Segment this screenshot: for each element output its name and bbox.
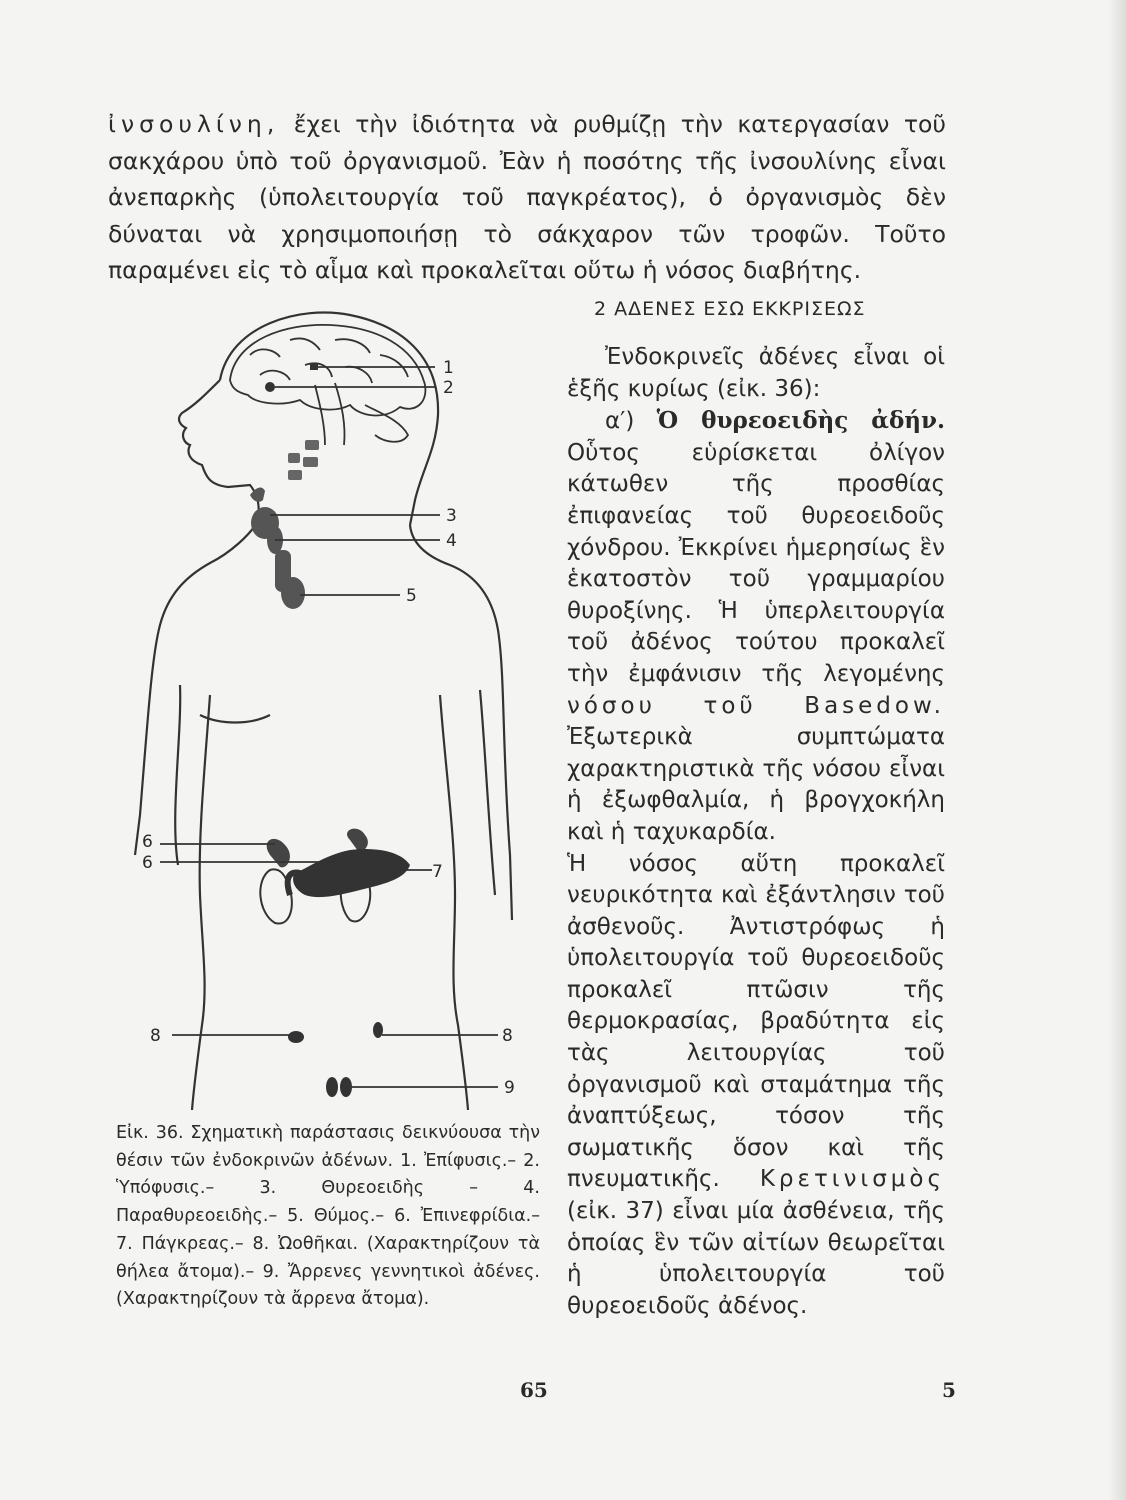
- label-4: 4: [446, 531, 457, 551]
- label-8b: 8: [502, 1026, 513, 1046]
- endocrine-glands-figure: [110, 295, 550, 1110]
- label-3: 3: [446, 506, 457, 526]
- body-text: Ἡ νόσος αὕτη προκαλεῖ νευρικότητα καὶ ἐξάντλησιν τοῦ ἀσθενοῦς. Ἀντιστρόφως ἡ ὑπολειτουργία τοῦ θυρεοειδοῦς προκαλεῖ πτῶσιν τῆς θερμοκρασίας, βραδύτητα εἰς τὰς λειτουργίας τοῦ ὀργανισμοῦ καὶ σταμάτημα τῆς ἀναπτύξεως, τόσον τῆς σωματικῆς ὅσον καὶ τῆς πνευματικῆς.: [567, 850, 945, 1193]
- figure-caption: Εἰκ. 36. Σχηματικὴ παράστασις δεικνύουσα τὴν θέσιν τῶν ἐνδοκρινῶν ἀδένων. 1. Ἐπίφυσις.– 2. Ὑπόφυσις.– 3. Θυρεοειδὴς – 4. Παραθυρεοειδὴς.– 5. Θύμος.– 6. Ἐπινεφρίδια.– 7. Πάγκρεας.– 8. Ὠοθῆκαι. (Χαρακτηρίζουν τὰ θήλεα ἄτομα).– 9. Ἄρρενες γεννητικοὶ ἀδένες. (Χαρακτηρίζουν τὰ ἄρρενα ἄτομα).: [116, 1123, 540, 1310]
- body-text: Ἐξωτερικὰ συμπτώματα χαρακτηριστικὰ τῆς νόσου εἶναι ἡ ἐξωφθαλμία, ἡ βρογχοκήλη καὶ ἡ ταχυκαρδία.: [567, 724, 945, 845]
- leader-lines: [160, 367, 498, 1087]
- body-text: Οὗτος εὑρίσκεται ὀλίγον κάτωθεν τῆς προσθίας ἐπιφανείας τοῦ θυρεοειδοῦς χόνδρου. Ἐκκρίνει ἡμερησίως ἓν ἑκατοστὸν τοῦ γραμμαρίου θυροξίνης. Ἡ ὑπερλειτουργία τοῦ ἀδένος τούτου προκαλεῖ τὴν ἐμφάνισιν τῆς λεγομένης: [567, 439, 945, 687]
- cretinism-term: Κρετινισμὸς: [759, 1166, 945, 1193]
- intro-paragraph: [108, 106, 946, 289]
- vertebrae: [288, 440, 319, 480]
- pineal-gland: [265, 382, 275, 392]
- testis-left: [326, 1077, 338, 1097]
- section-heading: 2 ΑΔΕΝΕΣ ΕΣΩ ΕΚΚΡΙΣΕΩΣ: [594, 298, 866, 320]
- basedow-term: νόσου τοῦ Basedow.: [567, 692, 945, 719]
- signature-mark: 5: [942, 1378, 956, 1402]
- page-edge: [1108, 0, 1126, 1500]
- label-1: 1: [443, 358, 454, 378]
- item-prefix: α′): [605, 408, 657, 435]
- intro-text: ἔχει τὴν ἰδιότητα νὰ ρυθμίζῃ τὴν κατεργασίαν τοῦ σακχάρου ὑπὸ τοῦ ὀργανισμοῦ. Ἐὰν ἡ ποσότης τῆς ἰνσουλίνης εἶναι ἀνεπαρκὴς (ὑπολειτουργία τοῦ παγκρέατος), ὁ ὀργανισμὸς δὲν δύναται νὰ χρησιμοποιήσῃ τὸ σάκχαρον τῶν τροφῶν. Τοῦτο παραμένει εἰς τὸ αἷμα καὶ προκαλεῖται οὕτω ἡ νόσος διαβήτης.: [108, 110, 946, 284]
- figure-labels: [142, 358, 515, 1098]
- page-number: 65: [520, 1378, 548, 1402]
- body-paragraph-3: [567, 849, 945, 1323]
- thyroid-heading: Ὁ θυρεοειδὴς ἀδήν.: [656, 407, 945, 435]
- label-2: 2: [443, 378, 454, 398]
- label-6a: 6: [142, 832, 153, 852]
- label-6b: 6: [142, 853, 153, 873]
- abdominal-glands: [260, 829, 410, 924]
- ovary-left: [288, 1031, 304, 1043]
- brain-drawing: [230, 325, 425, 445]
- label-5: 5: [406, 586, 417, 606]
- ovary-right: [373, 1022, 383, 1038]
- body-text: (εἰκ. 37) εἶναι μία ἀσθένεια, τῆς ὁποίας ἓν τῶν αἰτίων θεωρεῖται ἡ ὑπολειτουργία τοῦ θυρεοειδοῦς ἀδένος.: [567, 1198, 945, 1319]
- body-paragraph-1: Ἐνδοκρινεῖς ἀδένες εἶναι οἱ ἑξῆς κυρίως (εἰκ. 36):: [567, 344, 945, 402]
- label-9: 9: [504, 1078, 515, 1098]
- body-column: [567, 342, 945, 1322]
- intro-spaced-word: ἰνσουλίνη,: [108, 110, 280, 138]
- label-8a: 8: [150, 1026, 161, 1046]
- body-paragraph-2: [567, 405, 945, 848]
- testis-right: [340, 1077, 352, 1097]
- label-7: 7: [432, 862, 443, 882]
